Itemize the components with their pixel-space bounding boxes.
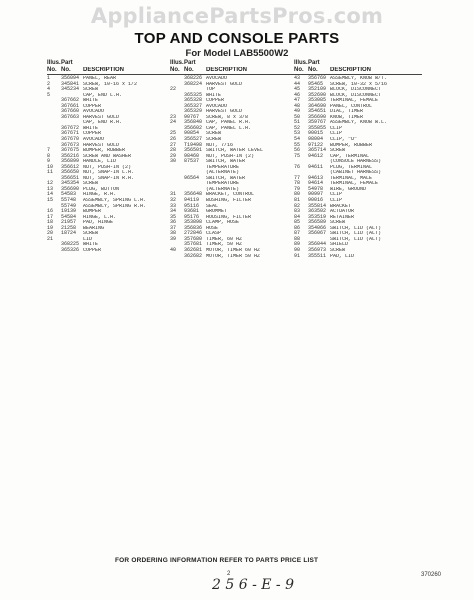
part-number: 95465	[308, 80, 324, 87]
part-description: WHITE	[206, 92, 222, 98]
illus-no: 25	[170, 130, 177, 137]
part-number: 355855	[308, 124, 327, 131]
part-number: 90854	[184, 130, 200, 137]
illus-no: 48	[294, 102, 301, 109]
illus-no: 80	[294, 191, 301, 198]
part-description: CLIP	[330, 125, 343, 131]
part-number: 356501	[184, 147, 203, 154]
part-description: BEARING	[83, 225, 105, 231]
illus-no: 85	[294, 219, 301, 226]
illus-no: 39	[170, 235, 177, 242]
part-description: SCREW	[206, 131, 222, 137]
part-description: SCREW	[206, 137, 222, 143]
part-number: 94614	[308, 180, 324, 187]
part-description: ASSEMBLY, SPRING R.H.	[83, 203, 147, 209]
part-description: SCREW	[83, 181, 99, 187]
illus-no: 76	[294, 163, 301, 170]
part-description: SWITCH, LID (ALT)	[330, 225, 382, 231]
part-description: WIRE, GROUND	[330, 186, 367, 192]
illus-no: 83	[294, 208, 301, 215]
part-description: CLIP	[330, 198, 343, 204]
illus-no	[170, 254, 184, 260]
part-number: 356602	[184, 124, 203, 131]
illus-no: 75	[294, 152, 301, 159]
illus-no: 56	[294, 147, 301, 154]
part-number: 54978	[308, 185, 324, 192]
part-description: SWITCH, WATER	[206, 175, 246, 181]
part-number: 94612	[308, 152, 324, 159]
part-number: 95116	[184, 202, 200, 209]
part-description: SCREW	[83, 87, 99, 93]
illus-no: 37	[170, 224, 177, 231]
part-number: 352109	[308, 86, 327, 93]
column-header-top	[47, 60, 175, 67]
part-number: 90767	[184, 113, 200, 120]
part-number: 21957	[61, 219, 77, 226]
part-description: PLUG, TERMINAL	[330, 164, 373, 170]
illus-no: 53	[294, 130, 301, 137]
illus-no: 51	[294, 119, 301, 126]
header-part: Part	[308, 60, 320, 66]
illus-no: 22	[170, 86, 177, 93]
part-number: 54584	[61, 213, 77, 220]
part-description: (CONSOLE HARNESS)	[330, 159, 382, 165]
illus-no: 18	[47, 219, 54, 226]
header-description: DESCRIPTION	[206, 67, 248, 73]
part-number: T19498	[184, 141, 203, 148]
header-description: DESCRIPTION	[83, 67, 125, 73]
part-number: 55749	[61, 202, 77, 209]
illus-no: 35	[170, 213, 177, 220]
part-description: MOTOR, TIMER 60 HZ	[206, 247, 261, 253]
column-header-top	[170, 60, 298, 67]
part-number: 359767	[308, 119, 327, 126]
illus-no: 77	[294, 174, 301, 181]
column-header-top	[294, 60, 422, 67]
part-description: TEMPERATURE	[206, 164, 240, 170]
watermark-text: AppliancePartsPros.com	[90, 4, 384, 28]
part-description: PAD, HINGE	[83, 220, 114, 226]
part-description: SWITCH, WATER LEVEL	[206, 148, 264, 154]
illus-no: 28	[170, 147, 177, 154]
part-description: SCREW	[330, 148, 346, 154]
illus-no: 4	[47, 86, 51, 93]
part-number: 95176	[184, 213, 200, 220]
part-description: BUMPER, RUBBER	[330, 142, 373, 148]
part-description: TERMINAL, MALE	[330, 175, 373, 181]
part-description: ASSEMBLY, KNOB W.L.	[330, 120, 388, 126]
part-description: ASSEMBLY, SPRING L.H.	[83, 198, 147, 204]
part-description: SWITCH, WATER	[206, 159, 246, 165]
part-number: 353519	[308, 213, 327, 220]
part-number: 356899	[61, 158, 80, 165]
part-number: 272846	[184, 230, 203, 237]
table-row	[294, 254, 422, 260]
illus-no: 26	[170, 136, 177, 143]
part-number: 365328	[184, 97, 203, 104]
illus-no: 91	[294, 252, 301, 259]
illus-no: 2	[47, 80, 51, 87]
part-number: 367663	[61, 113, 80, 120]
part-description: CLAMP, HOSE	[206, 220, 240, 226]
illus-no: 46	[294, 91, 301, 98]
part-description: BUSHING, FILTER	[206, 198, 252, 204]
part-number: 19139	[61, 208, 77, 215]
illus-no: 79	[294, 185, 301, 192]
part-description: (ALTERNATE)	[206, 186, 240, 192]
part-number: 356589	[308, 219, 327, 226]
part-description: SCREW	[330, 220, 346, 226]
part-number: 357680	[184, 235, 203, 242]
part-number: 87537	[184, 158, 200, 165]
part-description: SCREW	[83, 231, 99, 237]
illus-no: 7	[47, 147, 51, 154]
part-number: 368224	[184, 80, 203, 87]
part-description: GROMMET	[206, 209, 228, 215]
table-row	[170, 254, 298, 260]
illus-no: 40	[170, 246, 177, 253]
part-number: 365329	[184, 108, 203, 115]
part-description: (CABINET HARNESS)	[330, 170, 382, 176]
illus-no: 23	[170, 113, 177, 120]
part-description: SCREW	[330, 247, 346, 253]
part-description: (ALTERNATE)	[206, 170, 240, 176]
part-number: 353898	[184, 219, 203, 226]
part-description: TOP	[206, 87, 216, 93]
part-number: 368225	[61, 241, 80, 248]
part-number: 356527	[184, 136, 203, 143]
part-number: 356973	[308, 246, 327, 253]
illus-no: 14	[47, 191, 54, 198]
illus-no: 55	[294, 141, 301, 148]
illus-no: 78	[294, 180, 301, 187]
part-number: 356651	[61, 174, 80, 181]
part-description: COPPER	[206, 98, 225, 104]
part-description: HANDLE, LID	[83, 159, 117, 165]
part-number: 356769	[308, 75, 327, 81]
part-description: BUMPER	[83, 209, 102, 215]
part-description: TIMER, 60 HZ	[206, 236, 243, 242]
part-number: 94119	[184, 197, 200, 204]
part-number: 94611	[308, 163, 324, 170]
part-description: PANEL, REAR	[83, 76, 117, 81]
header-part-no: No.	[184, 67, 194, 73]
illus-no	[47, 248, 61, 254]
part-description: AVOCADO	[83, 137, 105, 143]
header-no: No.	[294, 67, 304, 73]
column-header-bottom	[47, 67, 175, 75]
part-number: 356216	[61, 152, 80, 159]
document-code: 370260	[421, 572, 442, 578]
illus-no: 13	[47, 185, 54, 192]
parts-column-1	[47, 60, 175, 254]
part-number: 362681	[184, 246, 203, 253]
column-header-bottom	[170, 67, 298, 75]
part-description: TEMPERATURE	[206, 181, 240, 187]
part-description: BLOCK, DISCONNECT	[330, 92, 382, 98]
part-description: BUMPER, RUBBER	[83, 148, 126, 154]
part-description: WHITE	[83, 98, 99, 104]
part-description: CLIP	[330, 131, 343, 137]
part-number: 365326	[61, 246, 80, 253]
part-number: 98460	[184, 152, 200, 159]
part-description: SWITCH, LID (ALT)	[330, 236, 382, 242]
part-description: AVOCADO	[206, 103, 228, 109]
part-description: HARVEST GOLD	[83, 114, 120, 120]
illus-no: 47	[294, 97, 301, 104]
header-part: Part	[61, 60, 73, 66]
illus-no: 88	[294, 235, 301, 242]
part-description: SHIELD	[330, 242, 349, 248]
part-number: 345234	[61, 86, 80, 93]
part-description: COPPER	[83, 103, 102, 109]
illus-no: 43	[294, 75, 301, 81]
part-number: 93681	[184, 208, 200, 215]
part-number: 353085	[308, 97, 327, 104]
illus-no: 31	[170, 191, 177, 198]
header-part: Part	[184, 60, 196, 66]
part-description: PLUG, BUTTON	[83, 186, 120, 192]
illus-no: 33	[170, 202, 177, 209]
illus-no: 45	[294, 86, 301, 93]
part-number: 356840	[184, 119, 203, 126]
page-subtitle: For Model LAB5500W2	[185, 48, 289, 59]
column-header-bottom	[294, 67, 422, 75]
illus-no: 30	[170, 158, 177, 165]
header-part-no: No.	[61, 67, 71, 73]
page-title: TOP AND CONSOLE PARTS	[134, 30, 340, 47]
illus-no: 24	[170, 119, 177, 126]
part-description: TERMINAL, FEMALE	[330, 98, 379, 104]
illus-no: 10	[47, 163, 54, 170]
part-description: NUT, 7/16	[206, 142, 234, 148]
illus-no: 54	[294, 136, 301, 143]
part-description: HOUSING, FILTER	[206, 214, 252, 220]
illus-no: 84	[294, 213, 301, 220]
part-description: MOTOR, TIMER 50 HZ	[206, 253, 261, 259]
illus-no: 20	[47, 230, 54, 237]
illus-no: 86	[294, 224, 301, 231]
parts-column-3	[294, 60, 422, 259]
illus-no: 82	[294, 202, 301, 209]
part-number: 18724	[61, 230, 77, 237]
illus-no: 19	[47, 224, 54, 231]
part-number: 55748	[61, 197, 77, 204]
illus-no: 49	[294, 108, 301, 115]
illus-no: 81	[294, 197, 301, 204]
part-number: 90016	[308, 197, 324, 204]
illus-no: 9	[47, 158, 51, 165]
part-number: 368226	[184, 75, 203, 81]
part-number: 367671	[61, 130, 80, 137]
part-description: HARVEST GOLD	[206, 81, 243, 87]
part-description: SCREW, 10-16 x 1/2	[83, 81, 138, 87]
part-number: 367673	[61, 141, 80, 148]
part-number: 356650	[61, 169, 80, 176]
page-number: 2	[227, 571, 231, 577]
part-number: 357681	[184, 241, 203, 248]
part-number: 356044	[308, 241, 327, 248]
part-number: 356612	[61, 163, 80, 170]
part-description: HOSE	[206, 225, 219, 231]
part-description: HINGE, R.H.	[83, 192, 117, 198]
header-part-no: No.	[308, 67, 318, 73]
part-description: CAP, END R.H.	[83, 120, 123, 126]
part-number: 365325	[184, 91, 203, 98]
part-number: 364690	[308, 102, 327, 109]
part-description: NUT, PUSH-IN (2)	[206, 153, 255, 159]
illus-no: 1	[47, 75, 51, 81]
part-description: BRACKET	[330, 203, 352, 209]
part-number: 362682	[184, 252, 203, 259]
parts-column-2	[170, 60, 298, 259]
header-description: DESCRIPTION	[330, 67, 372, 73]
part-number: 367661	[61, 102, 80, 109]
parts-rows	[47, 76, 175, 254]
part-description: SCREW AND WASHER	[83, 153, 132, 159]
illus-no: 8	[47, 152, 51, 159]
part-description: ASSEMBLY, KNOB W/T.	[330, 76, 388, 81]
illus-no: 44	[294, 80, 301, 87]
part-description: DIAL, TIMER	[330, 109, 364, 115]
part-number: 365714	[308, 147, 327, 154]
part-number: 356094	[61, 75, 80, 81]
part-description: CLIP	[330, 192, 343, 198]
table-row	[47, 248, 175, 254]
part-number: 367672	[61, 124, 80, 131]
part-number: 367660	[61, 108, 80, 115]
parts-rows	[294, 76, 422, 259]
header-illus: Illus.	[294, 60, 308, 66]
part-number: 345354	[61, 180, 80, 187]
part-description: CLASP	[206, 231, 222, 237]
part-description: CAP, END L.H.	[83, 92, 123, 98]
part-description: HINGE, L.H.	[83, 214, 117, 220]
part-number: 96564	[184, 174, 200, 181]
part-description: WHITE	[83, 242, 99, 248]
part-description: CAP, PANEL R.H.	[206, 120, 252, 126]
illus-no: 29	[170, 152, 177, 159]
illus-no: 34	[170, 208, 177, 215]
part-description: CLIP, "U"	[330, 137, 358, 143]
part-number: 356067	[308, 230, 327, 237]
part-number: 356690	[61, 185, 80, 192]
part-number: 355511	[308, 252, 327, 259]
part-description: NUT, SNAP-IN R.H.	[83, 175, 135, 181]
illus-no: 90	[294, 246, 301, 253]
part-number: 363502	[308, 208, 327, 215]
part-description: AVOCADO	[83, 109, 105, 115]
part-description: SCREW, 10-32 x 5/16	[330, 81, 388, 87]
part-number: 356690	[308, 113, 327, 120]
part-description: CAP, TERMINAL	[330, 153, 370, 159]
part-description: KNOB, TIMER	[330, 114, 364, 120]
part-number: 367670	[61, 136, 80, 143]
part-number: 356836	[184, 224, 203, 231]
part-number: 367662	[61, 97, 80, 104]
illus-no: 52	[294, 124, 301, 131]
part-number: 94613	[308, 174, 324, 181]
part-description: COPPER	[83, 247, 102, 253]
part-number: 21258	[61, 224, 77, 231]
illus-no: 38	[170, 230, 177, 237]
part-description: BLOCK, DISCONNECT	[330, 87, 382, 93]
illus-no: 21	[47, 235, 54, 242]
part-description: SEAL	[206, 203, 219, 209]
part-description: BRACKET, CONTROL	[206, 192, 255, 198]
part-number: 355814	[308, 202, 327, 209]
part-number: 90997	[308, 191, 324, 198]
part-description: AVOCADO	[206, 76, 228, 81]
illus-no: 16	[47, 208, 54, 215]
illus-no: 5	[47, 91, 51, 98]
part-number: 365327	[184, 102, 203, 109]
part-number: 345841	[61, 80, 80, 87]
illus-no: 12	[47, 180, 54, 187]
part-description: RETAINER	[330, 214, 355, 220]
part-number: 97122	[308, 141, 324, 148]
part-description: NUT, SNAP-IN L.H.	[83, 170, 135, 176]
part-number: 356648	[184, 191, 203, 198]
header-no: No.	[47, 67, 57, 73]
part-description: SCREW, 8 x 3/8	[206, 114, 249, 120]
part-number: 98004	[308, 136, 324, 143]
illus-no: 11	[47, 169, 54, 176]
part-description: HARVEST GOLD	[83, 142, 120, 148]
part-description: TIMER, 50 HZ	[206, 242, 243, 248]
part-number: 354066	[308, 224, 327, 231]
parts-rows	[170, 76, 298, 259]
illus-no: 87	[294, 230, 301, 237]
part-number: 90015	[308, 130, 324, 137]
part-description: SWITCH, LID (ALT)	[330, 231, 382, 237]
part-description: TERMINAL, FEMALE	[330, 181, 379, 187]
part-description: ACTUATOR	[330, 209, 355, 215]
illus-no: 15	[47, 197, 54, 204]
part-number: 367675	[61, 147, 80, 154]
part-description: PAD, LID	[330, 253, 355, 259]
part-description: WHITE	[83, 125, 99, 131]
part-description: CAP, PANEL L.H.	[206, 125, 252, 131]
header-illus: Illus.	[47, 60, 61, 66]
illus-no: 32	[170, 197, 177, 204]
part-number: 54583	[61, 191, 77, 198]
illus-no: 27	[170, 141, 177, 148]
part-description: PANEL, CONTROL	[330, 103, 373, 109]
part-description: NUT, PUSH-IN (2)	[83, 164, 132, 170]
illus-no: 50	[294, 113, 301, 120]
part-description: COPPER	[83, 131, 102, 137]
part-description: LID	[83, 236, 93, 242]
ordering-footer: FOR ORDERING INFORMATION REFER TO PARTS PRICE LIST	[115, 557, 319, 564]
part-number: 352690	[308, 91, 327, 98]
illus-no: 17	[47, 213, 54, 220]
illus-no: 36	[170, 219, 177, 226]
header-no: No.	[170, 67, 180, 73]
part-number: 354651	[308, 108, 327, 115]
illus-no: 89	[294, 241, 301, 248]
handwritten-note: 2 5 6 - E - 9	[212, 577, 295, 593]
part-description: HARVEST GOLD	[206, 109, 243, 115]
header-illus: Illus.	[170, 60, 184, 66]
